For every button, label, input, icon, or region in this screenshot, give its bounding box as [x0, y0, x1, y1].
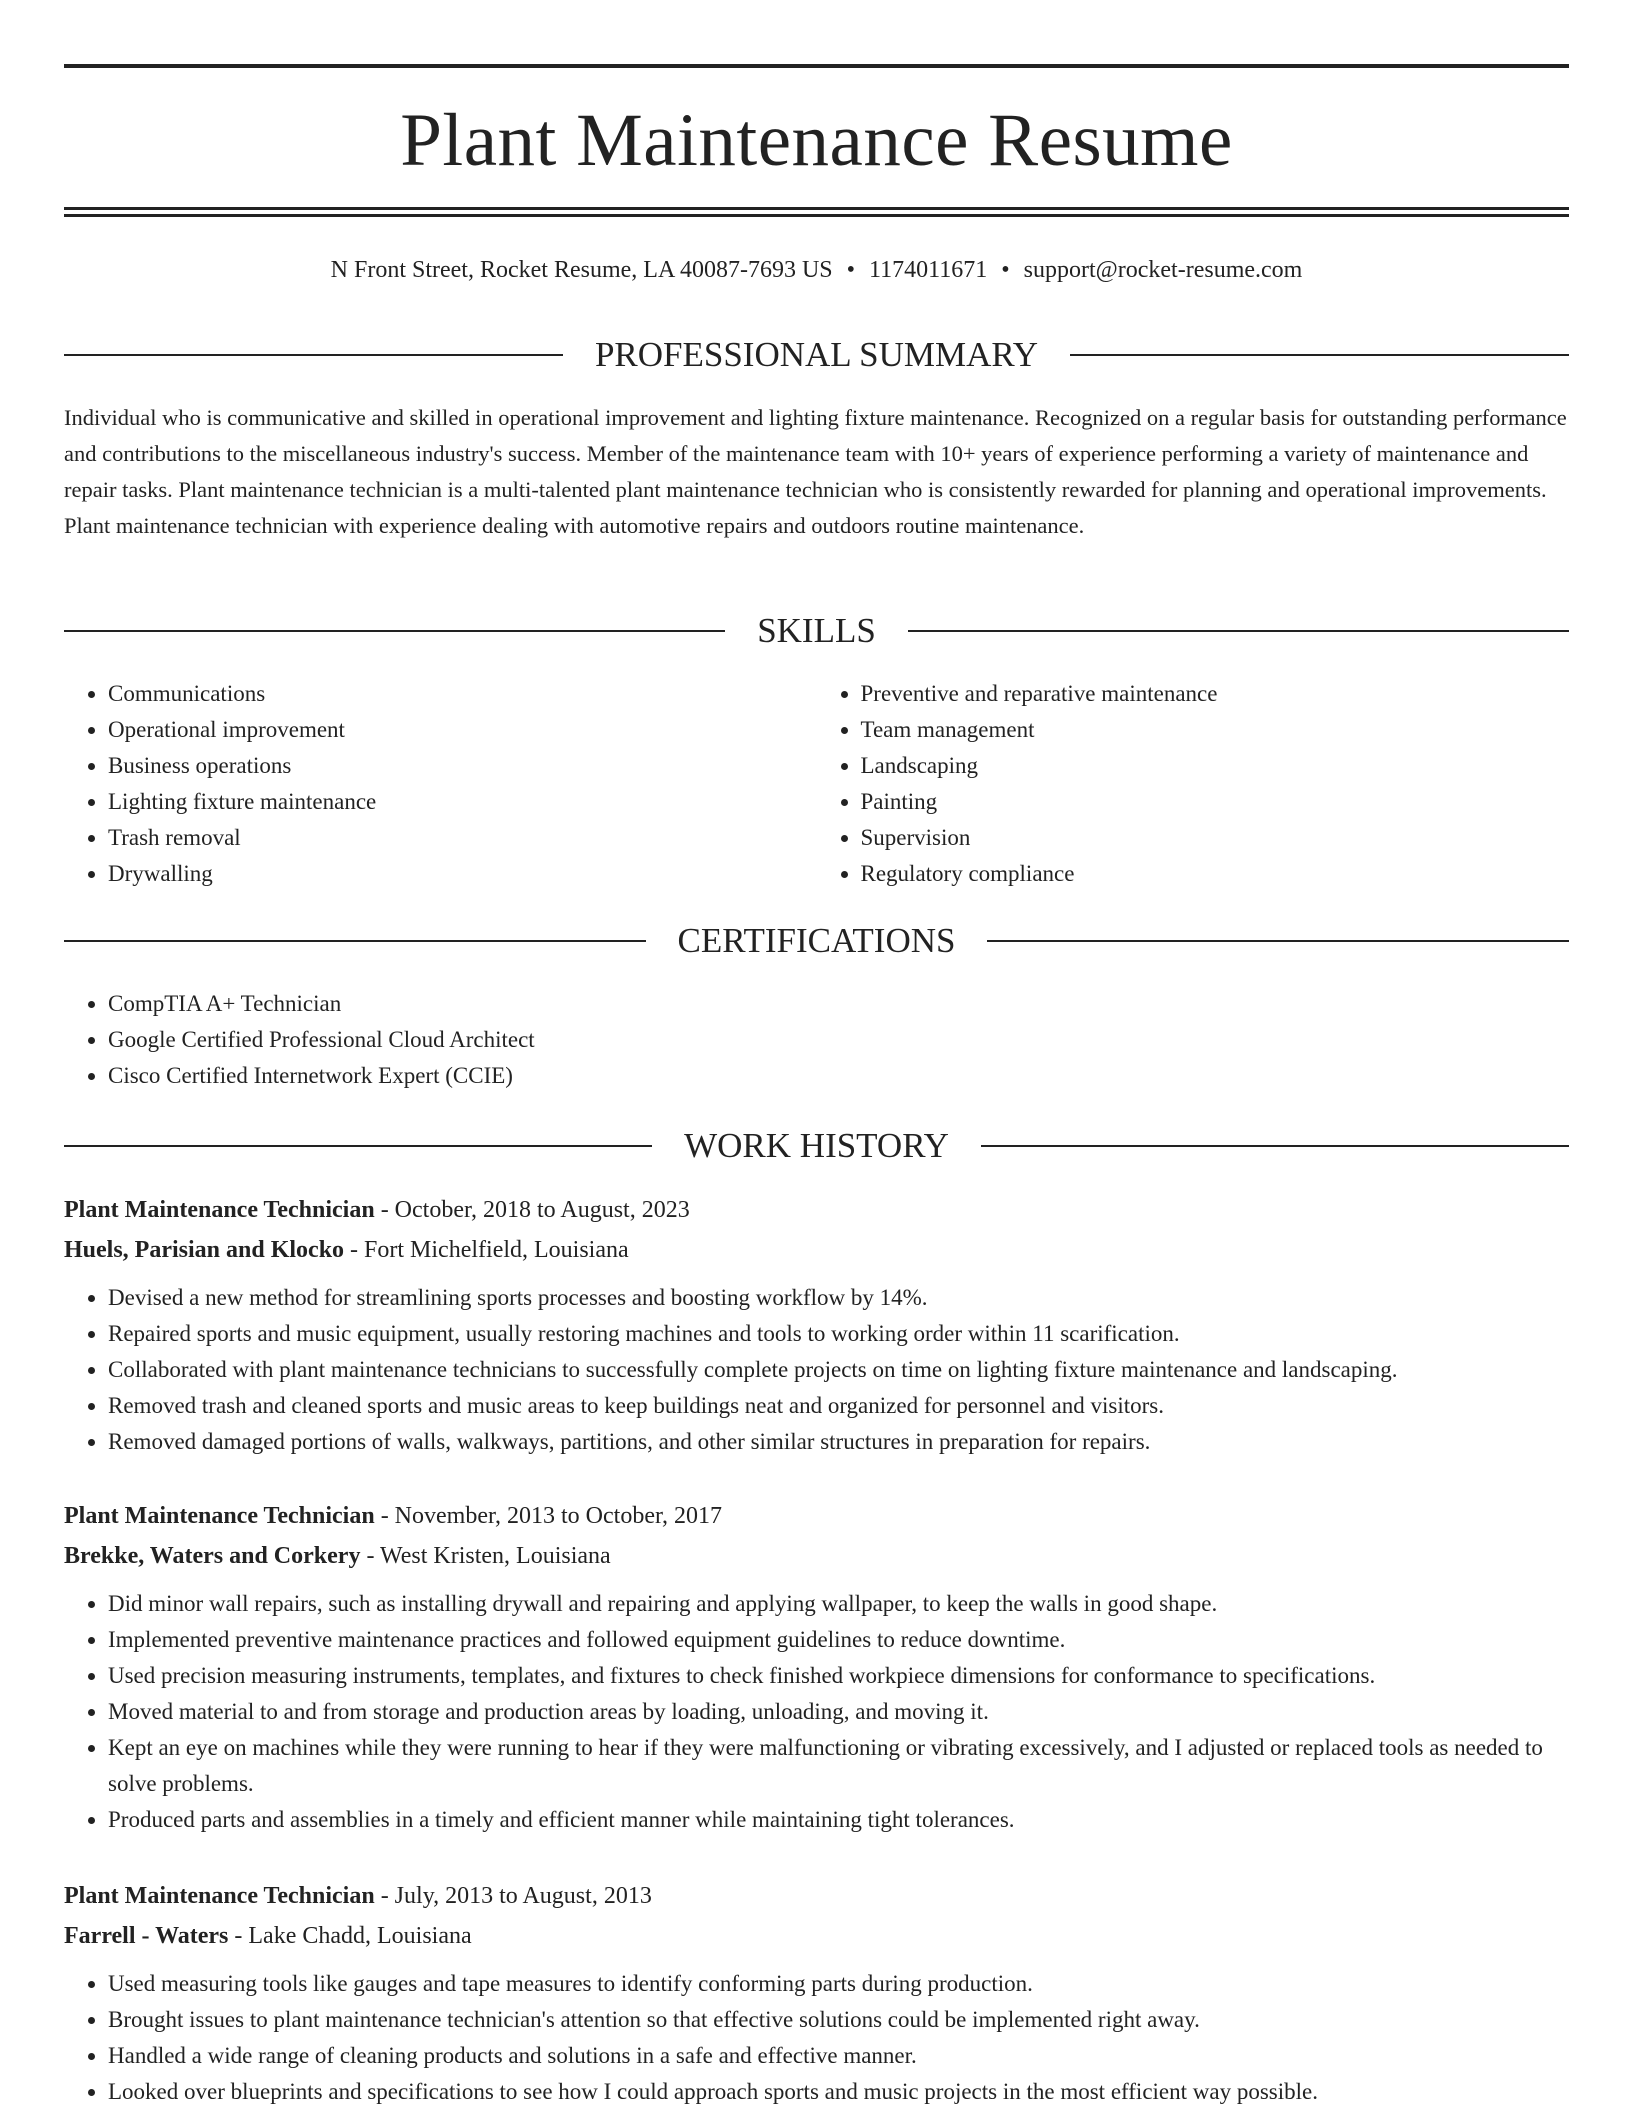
skills-heading-label: SKILLS — [757, 611, 876, 650]
skill-item: • Trash removal — [108, 820, 817, 856]
contact-phone: 1174011671 — [869, 257, 988, 283]
heading-rule — [1070, 354, 1569, 356]
job-title: Plant Maintenance Technician — [64, 1503, 375, 1529]
job-bullet: • Removed trash and cleaned sports and music areas to keep buildings neat and organized for personnel and visitors. — [108, 1388, 1569, 1424]
work-heading — [64, 1125, 1569, 1167]
heading-rule — [64, 1145, 652, 1147]
skills-list-right — [817, 676, 1570, 892]
summary-heading-label: PROFESSIONAL SUMMARY — [594, 335, 1039, 374]
contact-separator: • — [846, 257, 856, 283]
job-title-row — [64, 1190, 1569, 1230]
work-heading-label: WORK HISTORY — [684, 1126, 949, 1165]
certifications-heading — [64, 920, 1569, 962]
certifications-heading-label: CERTIFICATIONS — [677, 921, 956, 960]
job-entry — [64, 1190, 1569, 1460]
job-bullet: • Looked over blueprints and specifications to see how I could approach sports and music projects in the most efficient way possible. — [108, 2074, 1569, 2110]
job-dates: - October, 2018 to August, 2023 — [374, 1197, 690, 1223]
job-entry — [64, 1496, 1569, 1838]
certification-item: • Cisco Certified Internetwork Expert (CCIE) — [108, 1058, 1569, 1094]
skills-heading — [64, 610, 1569, 652]
job-company: Farrell - Waters — [64, 1923, 229, 1949]
job-company-row — [64, 1916, 1569, 1956]
certification-item: • CompTIA A+ Technician — [108, 986, 1569, 1022]
certifications-list — [64, 986, 1569, 1094]
certifications-block — [64, 986, 1569, 1094]
skills-list-left — [64, 676, 817, 892]
job-location: - Lake Chadd, Louisiana — [228, 1923, 472, 1949]
job-bullet: • Removed damaged portions of walls, walkways, partitions, and other similar structures in preparation for repairs. — [108, 1424, 1569, 1460]
heading-rule — [987, 940, 1569, 942]
skill-item: • Operational improvement — [108, 712, 817, 748]
heading-rule — [981, 1145, 1569, 1147]
certification-item: • Google Certified Professional Cloud Architect — [108, 1022, 1569, 1058]
skill-item: • Lighting fixture maintenance — [108, 784, 817, 820]
job-bullet: • Used precision measuring instruments, templates, and fixtures to check finished workpiece dimensions for conformance to specifications. — [108, 1658, 1569, 1694]
summary-heading — [64, 334, 1569, 376]
job-company-row — [64, 1230, 1569, 1270]
summary-text: Individual who is communicative and skilled in operational improvement and lighting fixture maintenance. Recognized on a regular basis for outstanding performance and contributions to the miscellaneous industry's success. Member of the maintenance team with 10+ years of experience performing a variety of maintenance and repair tasks. Plant maintenance technician is a multi-talented plant maintenance technician who is consistently rewarded for planning and operational improvements. Plant maintenance technician with experience dealing with automotive repairs and outdoors routine maintenance. — [64, 405, 1567, 538]
contact-email: support@rocket-resume.com — [1023, 257, 1303, 283]
job-bullet: • Brought issues to plant maintenance technician's attention so that effective solutions could be implemented right away. — [108, 2002, 1569, 2038]
job-dates: - July, 2013 to August, 2013 — [374, 1883, 652, 1909]
heading-rule — [64, 630, 725, 632]
job-bullet: • Devised a new method for streamlining sports processes and boosting workflow by 14%. — [108, 1280, 1569, 1316]
job-bullets — [64, 1280, 1569, 1460]
skill-item: • Supervision — [861, 820, 1570, 856]
skill-item: • Team management — [861, 712, 1570, 748]
skill-item: • Communications — [108, 676, 817, 712]
job-bullet: • Kept an eye on machines while they were running to hear if they were malfunctioning or vibrating excessively, and I adjusted or replaced tools as needed to solve problems. — [108, 1730, 1569, 1802]
job-bullet: • Produced parts and assemblies in a timely and efficient manner while maintaining tight tolerances. — [108, 1802, 1569, 1838]
job-title: Plant Maintenance Technician — [64, 1197, 375, 1223]
skill-item: • Regulatory compliance — [861, 856, 1570, 892]
skill-item: • Preventive and reparative maintenance — [861, 676, 1570, 712]
skill-item: • Business operations — [108, 748, 817, 784]
contact-separator: • — [1001, 257, 1010, 283]
job-company: Brekke, Waters and Corkery — [64, 1543, 361, 1569]
job-title-row — [64, 1876, 1569, 1916]
skill-item: • Drywalling — [108, 856, 817, 892]
job-bullet: • Repaired sports and music equipment, usually restoring machines and tools to working order within 11 scarification. — [108, 1316, 1569, 1352]
top-rule — [64, 64, 1569, 68]
job-bullet: • Used measuring tools like gauges and tape measures to identify conforming parts during production. — [108, 1966, 1569, 2002]
job-title: Plant Maintenance Technician — [64, 1883, 375, 1909]
job-location: - West Kristen, Louisiana — [360, 1543, 611, 1569]
job-entry — [64, 1876, 1569, 2110]
skills-columns — [64, 676, 1569, 892]
job-title-row — [64, 1496, 1569, 1536]
job-company-row — [64, 1536, 1569, 1576]
job-location: - Fort Michelfield, Louisiana — [344, 1237, 629, 1263]
job-bullet: • Handled a wide range of cleaning products and solutions in a safe and effective manner. — [108, 2038, 1569, 2074]
job-bullet: • Did minor wall repairs, such as installing drywall and repairing and applying wallpaper, to keep the walls in good shape. — [108, 1586, 1569, 1622]
skill-item: • Painting — [861, 784, 1570, 820]
job-bullet: • Moved material to and from storage and production areas by loading, unloading, and moving it. — [108, 1694, 1569, 1730]
heading-rule — [64, 354, 563, 356]
skill-item: • Landscaping — [861, 748, 1570, 784]
heading-rule — [64, 940, 646, 942]
title-double-rule — [64, 207, 1569, 217]
job-company: Huels, Parisian and Klocko — [64, 1237, 345, 1263]
heading-rule — [908, 630, 1569, 632]
job-bullets — [64, 1966, 1569, 2110]
contact-line — [64, 255, 1569, 285]
contact-address: N Front Street, Rocket Resume, LA 40087-7693 US — [330, 257, 833, 283]
job-dates: - November, 2013 to October, 2017 — [374, 1503, 723, 1529]
job-bullet: • Implemented preventive maintenance practices and followed equipment guidelines to reduce downtime. — [108, 1622, 1569, 1658]
job-bullets — [64, 1586, 1569, 1838]
resume-title: Plant Maintenance Resume — [400, 99, 1233, 182]
job-bullet: • Collaborated with plant maintenance technicians to successfully complete projects on time on lighting fixture maintenance and landscaping. — [108, 1352, 1569, 1388]
